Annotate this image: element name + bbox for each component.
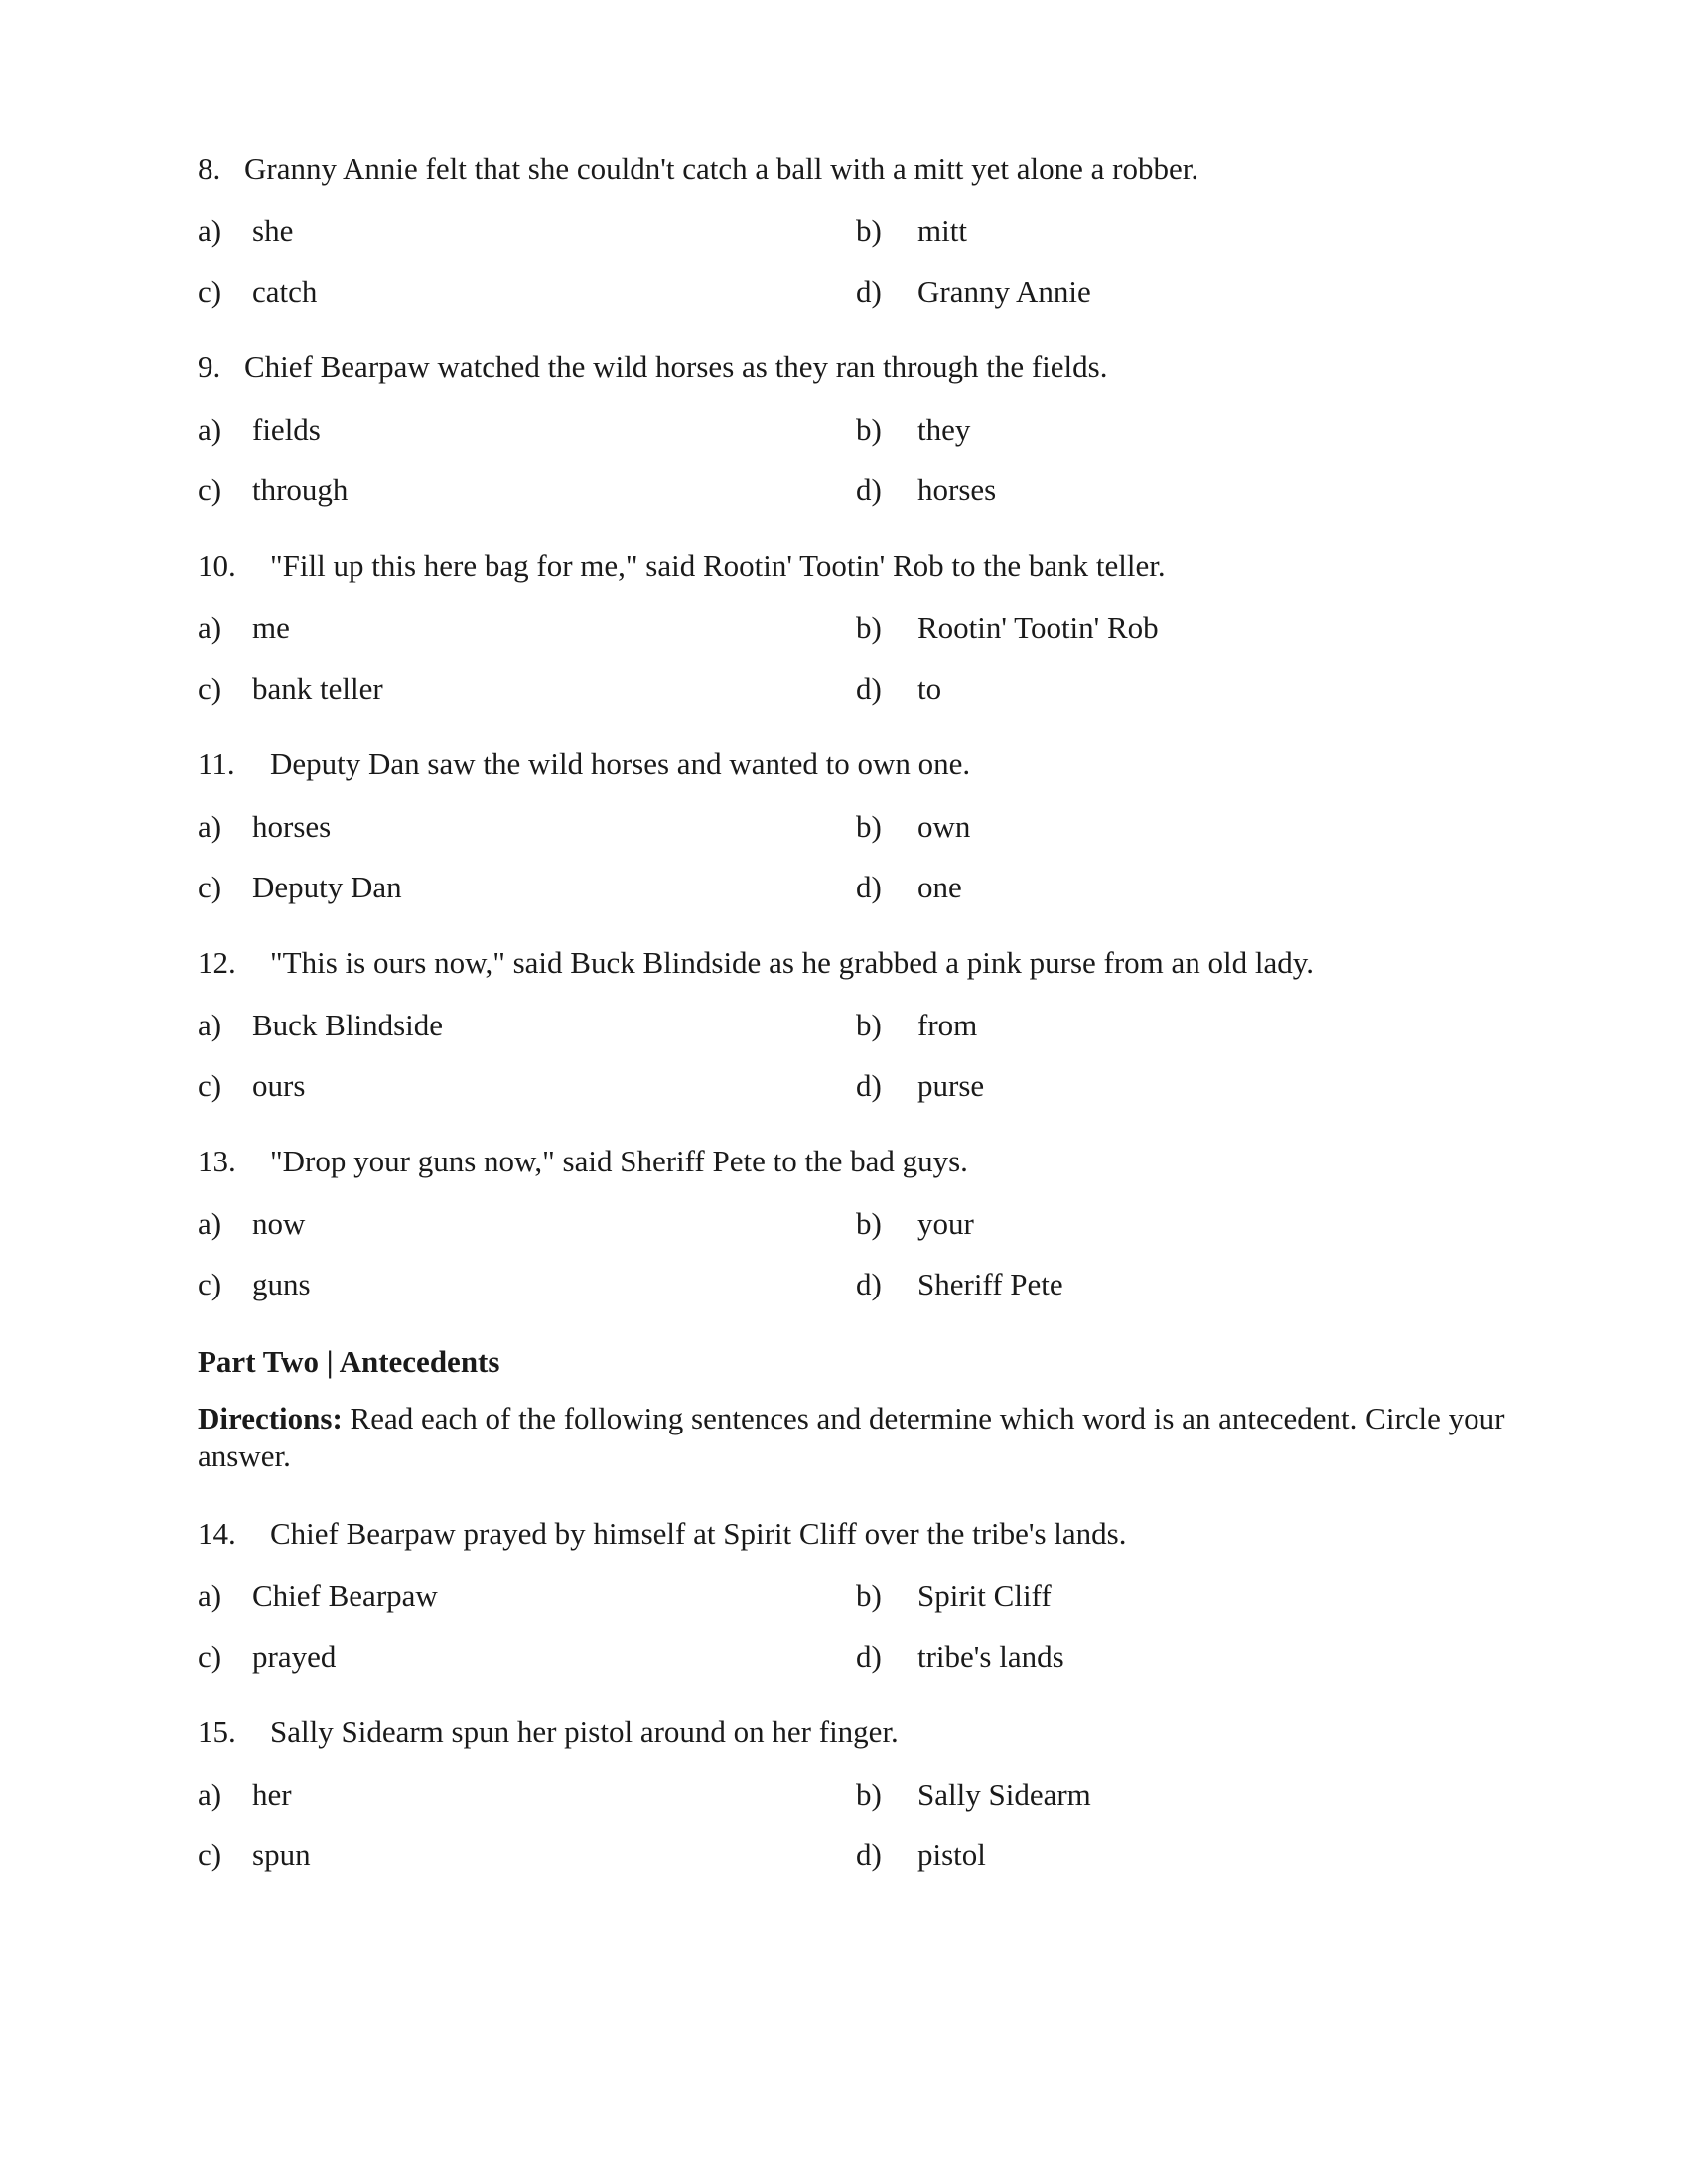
question-number: 13.: [198, 1144, 236, 1178]
option-text: me: [252, 611, 290, 645]
option-letter: d): [856, 671, 882, 706]
option-letter: c): [198, 1838, 222, 1872]
option-letter: b): [856, 1206, 882, 1241]
question-text: Granny Annie felt that she couldn't catch a ball with a mitt yet alone a robber.: [244, 151, 1199, 186]
option-letter: c): [198, 1068, 222, 1103]
option-letter: b): [856, 412, 882, 447]
option-letter: d): [856, 473, 882, 507]
option-text: they: [917, 412, 971, 447]
option-letter: c): [198, 473, 222, 507]
option-letter: c): [198, 1267, 222, 1301]
question-text: Chief Bearpaw prayed by himself at Spirit Cliff over the tribe's lands.: [270, 1516, 1127, 1551]
option-text: Granny Annie: [917, 274, 1091, 309]
option-text: own: [917, 809, 971, 844]
option-text: one: [917, 870, 962, 904]
question-number: 8.: [198, 151, 221, 186]
question-number: 11.: [198, 747, 235, 781]
option-letter: d): [856, 1068, 882, 1103]
question-text: "Fill up this here bag for me," said Rootin' Tootin' Rob to the bank teller.: [270, 548, 1166, 583]
option-text: she: [252, 213, 294, 248]
option-text: through: [252, 473, 349, 507]
option-letter: b): [856, 1578, 882, 1613]
option-letter: b): [856, 1777, 882, 1812]
option-text: from: [917, 1008, 978, 1042]
question-number: 9.: [198, 349, 221, 384]
option-letter: a): [198, 1777, 222, 1812]
option-letter: a): [198, 1206, 222, 1241]
option-letter: c): [198, 671, 222, 706]
option-text: pistol: [917, 1838, 986, 1872]
option-letter: b): [856, 809, 882, 844]
question-number: 14.: [198, 1516, 236, 1551]
option-text: tribe's lands: [917, 1639, 1064, 1674]
question-text: Deputy Dan saw the wild horses and wanted to own one.: [270, 747, 971, 781]
option-letter: b): [856, 213, 882, 248]
option-letter: c): [198, 870, 222, 904]
option-letter: d): [856, 1838, 882, 1872]
part-two-heading: Part Two | Antecedents: [198, 1344, 500, 1379]
question-number: 10.: [198, 548, 236, 583]
question-text: Sally Sidearm spun her pistol around on her finger.: [270, 1714, 899, 1749]
directions-text: Read each of the following sentences and determine which word is an antecedent. Circle your answer.: [198, 1401, 1505, 1473]
option-text: to: [917, 671, 942, 706]
option-letter: a): [198, 213, 222, 248]
option-letter: a): [198, 412, 222, 447]
option-text: prayed: [252, 1639, 337, 1674]
option-text: Sally Sidearm: [917, 1777, 1091, 1812]
option-text: her: [252, 1777, 292, 1812]
option-letter: a): [198, 611, 222, 645]
option-letter: b): [856, 611, 882, 645]
option-text: mitt: [917, 213, 967, 248]
directions-label: Directions:: [198, 1401, 343, 1435]
option-text: ours: [252, 1068, 306, 1103]
option-text: purse: [917, 1068, 985, 1103]
question-text: "This is ours now," said Buck Blindside as he grabbed a pink purse from an old lady.: [270, 945, 1315, 980]
option-text: Deputy Dan: [252, 870, 402, 904]
option-text: bank teller: [252, 671, 383, 706]
part-two-directions: [198, 1400, 1508, 1475]
option-text: Spirit Cliff: [917, 1578, 1052, 1613]
option-text: guns: [252, 1267, 311, 1301]
option-letter: c): [198, 274, 222, 309]
option-text: your: [917, 1206, 974, 1241]
option-letter: d): [856, 1267, 882, 1301]
option-letter: d): [856, 870, 882, 904]
option-letter: a): [198, 1008, 222, 1042]
question-number: 15.: [198, 1714, 236, 1749]
option-text: Chief Bearpaw: [252, 1578, 438, 1613]
option-text: Rootin' Tootin' Rob: [917, 611, 1159, 645]
option-letter: c): [198, 1639, 222, 1674]
option-letter: b): [856, 1008, 882, 1042]
option-text: fields: [252, 412, 321, 447]
option-text: now: [252, 1206, 306, 1241]
option-text: spun: [252, 1838, 311, 1872]
option-letter: a): [198, 809, 222, 844]
question-text: Chief Bearpaw watched the wild horses as they ran through the fields.: [244, 349, 1108, 384]
question-text: "Drop your guns now," said Sheriff Pete to the bad guys.: [270, 1144, 968, 1178]
option-letter: a): [198, 1578, 222, 1613]
option-text: Buck Blindside: [252, 1008, 444, 1042]
option-text: Sheriff Pete: [917, 1267, 1063, 1301]
option-text: catch: [252, 274, 318, 309]
option-letter: d): [856, 274, 882, 309]
option-text: horses: [917, 473, 997, 507]
option-text: horses: [252, 809, 332, 844]
question-number: 12.: [198, 945, 236, 980]
option-letter: d): [856, 1639, 882, 1674]
